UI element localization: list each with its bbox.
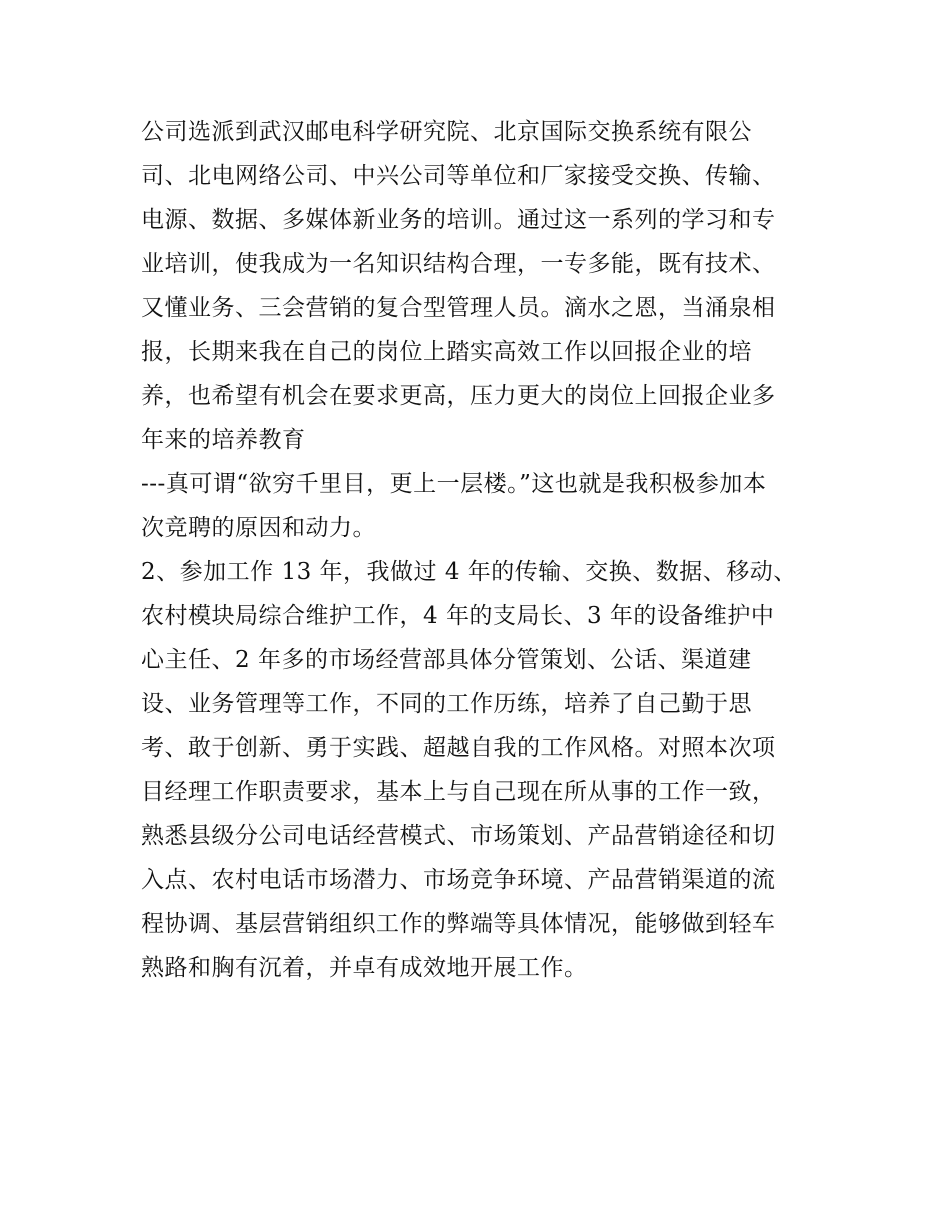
text-line: 2、参加工作 13 年，我做过 4 年的传输、交换、数据、移动、 [141, 559, 797, 585]
text-line: 电源、数据、多媒体新业务的培训。通过这一系列的学习和专 [141, 207, 776, 233]
text-line: 熟悉县级分公司电话经营模式、市场策划、产品营销途径和切 [141, 823, 776, 849]
text-line: ---真可谓“欲穷千里目，更上一层楼。”这也就是我积极参加本 [141, 471, 767, 497]
text-line: 报，长期来我在自己的岗位上踏实高效工作以回报企业的培 [141, 339, 752, 365]
text-line: 年来的培养教育 [141, 427, 306, 453]
text-line: 司、北电网络公司、中兴公司等单位和厂家接受交换、传输、 [141, 163, 776, 189]
text-line: 程协调、基层营销组织工作的弊端等具体情况，能够做到轻车 [141, 911, 776, 937]
text-line: 次竞聘的原因和动力。 [141, 515, 376, 541]
text-line: 设、业务管理等工作，不同的工作历练，培养了自己勤于思 [141, 691, 752, 717]
text-line: 入点、农村电话市场潜力、市场竞争环境、产品营销渠道的流 [141, 867, 776, 893]
document-body-text [141, 110, 831, 990]
text-line: 熟路和胸有沉着，并卓有成效地开展工作。 [141, 955, 588, 981]
text-line: 养，也希望有机会在要求更高，压力更大的岗位上回报企业多 [141, 383, 776, 409]
text-line: 考、敢于创新、勇于实践、超越自我的工作风格。对照本次项 [141, 735, 776, 761]
text-line: 业培训，使我成为一名知识结构合理，一专多能，既有技术、 [141, 251, 776, 277]
text-line: 目经理工作职责要求，基本上与自己现在所从事的工作一致， [141, 779, 776, 805]
text-line: 农村模块局综合维护工作，4 年的支局长、3 年的设备维护中 [141, 603, 775, 629]
text-line: 公司选派到武汉邮电科学研究院、北京国际交换系统有限公 [141, 119, 752, 145]
text-line: 心主任、2 年多的市场经营部具体分管策划、公话、渠道建 [141, 647, 752, 673]
text-line: 又懂业务、三会营销的复合型管理人员。滴水之恩，当涌泉相 [141, 295, 776, 321]
